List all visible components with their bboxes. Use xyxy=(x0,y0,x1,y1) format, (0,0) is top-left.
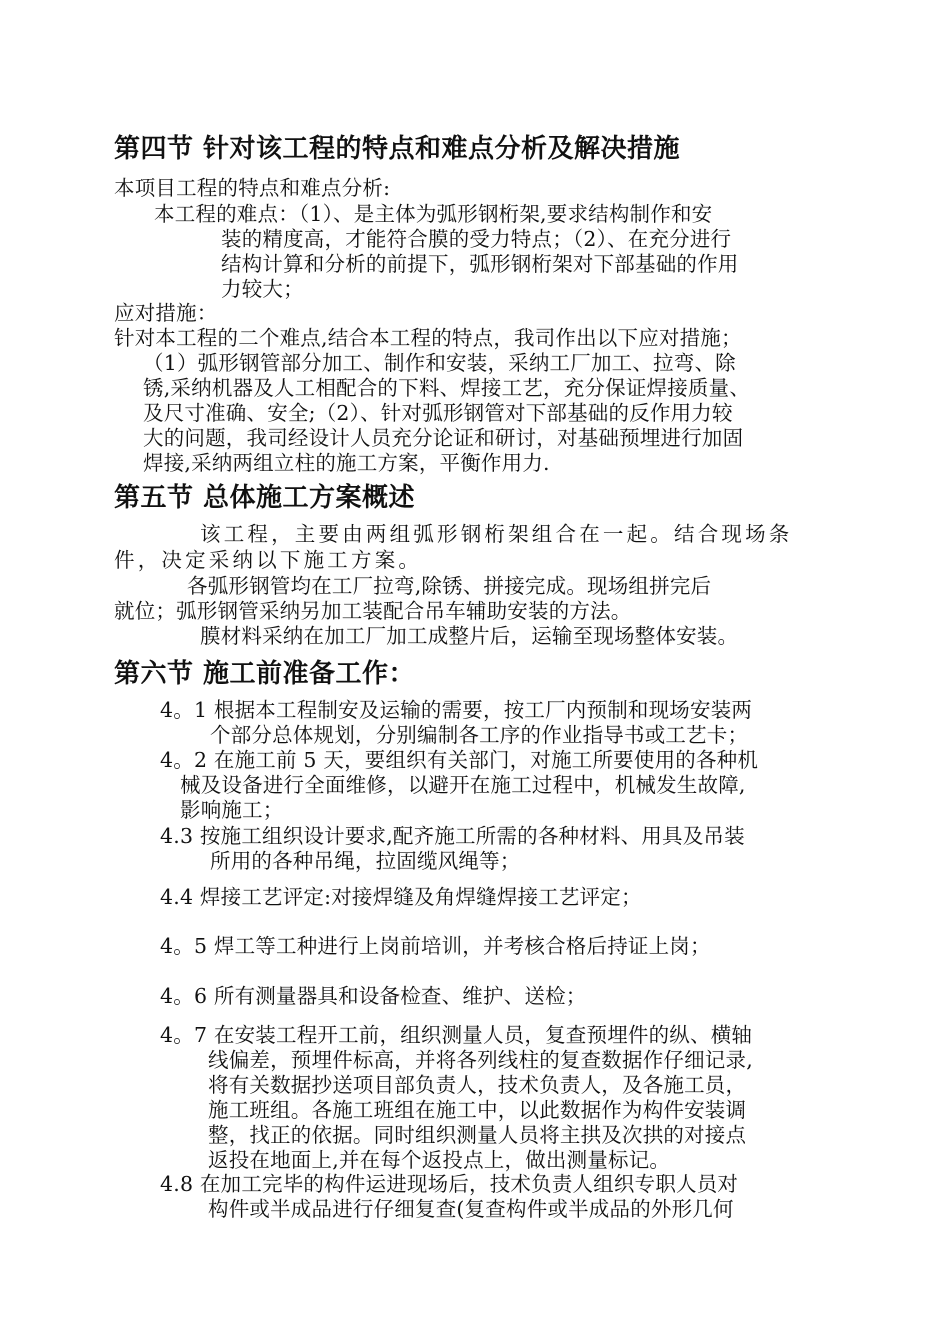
section-5-line: 各弧形钢管均在工厂拉弯,除锈、拼接完成。现场组拼完后 xyxy=(187,574,712,598)
prep-item-4-7-cont: 将有关数据抄送项目部负责人，技术负责人，及各施工员， xyxy=(208,1073,747,1097)
difficulty-line: 本工程的难点：（1）、是主体为弧形钢桁架,要求结构制作和安 xyxy=(154,202,713,226)
difficulty-line: 力较大； xyxy=(221,277,304,301)
section-5-line: 件，决定采纳以下施工方案。 xyxy=(114,548,423,572)
prep-item-4-3-cont: 所用的各种吊绳，拉固缆风绳等； xyxy=(210,849,521,873)
prep-item-4-8-cont: 构件或半成品进行仔细复查(复查构件或半成品的外形几何 xyxy=(208,1197,734,1221)
prep-item-4-7: 4。7 在安装工程开工前，组织测量人员，复查预埋件的纵、横轴 xyxy=(160,1023,753,1047)
measures-line: 焊接,采纳两组立柱的施工方案，平衡作用力. xyxy=(143,451,550,475)
prep-item-4-7-cont: 返投在地面上,并在每个返投点上，做出测量标记。 xyxy=(208,1148,671,1172)
prep-item-4-2-cont: 械及设备进行全面维修，以避开在施工过程中，机械发生故障, xyxy=(180,773,746,797)
prep-item-4-1: 4。1 根据本工程制安及运输的需要，按工厂内预制和现场安装两 xyxy=(160,698,753,722)
section-5-line: 该工程，主要由两组弧形钢桁架组合在一起。结合现场条 xyxy=(200,522,793,546)
measures-line: 针对本工程的二个难点,结合本工程的特点，我司作出以下应对措施； xyxy=(114,326,742,350)
prep-item-4-2: 4。2 在施工前 5 天，要组织有关部门，对施工所要使用的各种机 xyxy=(160,748,759,772)
measures-line: （1）弧形钢管部分加工、制作和安装，采纳工厂加工、拉弯、除 xyxy=(143,351,736,375)
section-4-heading: 第四节 针对该工程的特点和难点分析及解决措施 xyxy=(114,134,681,164)
prep-item-4-7-cont: 整，找正的依据。同时组织测量人员将主拱及次拱的对接点 xyxy=(208,1123,747,1147)
difficulty-line: 装的精度高，才能符合膜的受力特点；（2）、在充分进行 xyxy=(221,227,732,251)
measures-line: 及尺寸准确、安全;（2）、针对弧形钢管对下部基础的反作用力较 xyxy=(143,401,733,425)
section-5-line: 膜材料采纳在加工厂加工成整片后，运输至现场整体安装。 xyxy=(200,624,739,648)
measures-line: 锈,采纳机器及人工相配合的下料、焊接工艺，充分保证焊接质量、 xyxy=(143,376,751,400)
section-5-line: 就位；弧形钢管采纳另加工装配合吊车辅助安装的方法。 xyxy=(114,599,632,623)
prep-item-4-7-cont: 线偏差，预埋件标高，并将各列线柱的复查数据作仔细记录, xyxy=(208,1048,753,1072)
prep-item-4-6: 4。6 所有测量器具和设备检查、维护、送检； xyxy=(160,984,587,1008)
prep-item-4-8: 4.8 在加工完毕的构件运进现场后，技术负责人组织专职人员对 xyxy=(160,1172,739,1196)
difficulty-line: 结构计算和分析的前提下，弧形钢桁架对下部基础的作用 xyxy=(221,252,739,276)
prep-item-4-4: 4.4 焊接工艺评定:对接焊缝及角焊缝焊接工艺评定； xyxy=(160,885,642,909)
prep-item-4-1-cont: 个部分总体规划，分别编制各工序的作业指导书或工艺卡； xyxy=(210,723,749,747)
section-5-heading: 第五节 总体施工方案概述 xyxy=(114,483,416,513)
measures-label: 应对措施： xyxy=(114,301,218,325)
prep-item-4-5: 4。5 焊工等工种进行上岗前培训，并考核合格后持证上岗； xyxy=(160,934,711,958)
prep-item-4-7-cont: 施工班组。各施工班组在施工中，以此数据作为构件安装调 xyxy=(208,1098,747,1122)
prep-item-4-2-cont: 影响施工； xyxy=(180,798,284,822)
prep-item-4-3: 4.3 按施工组织设计要求,配齐施工所需的各种材料、用具及吊装 xyxy=(160,824,745,848)
section-4-intro: 本项目工程的特点和难点分析: xyxy=(114,176,391,200)
section-6-heading: 第六节 施工前准备工作： xyxy=(114,659,416,689)
measures-line: 大的问题，我司经设计人员充分论证和研讨，对基础预埋进行加固 xyxy=(143,426,744,450)
